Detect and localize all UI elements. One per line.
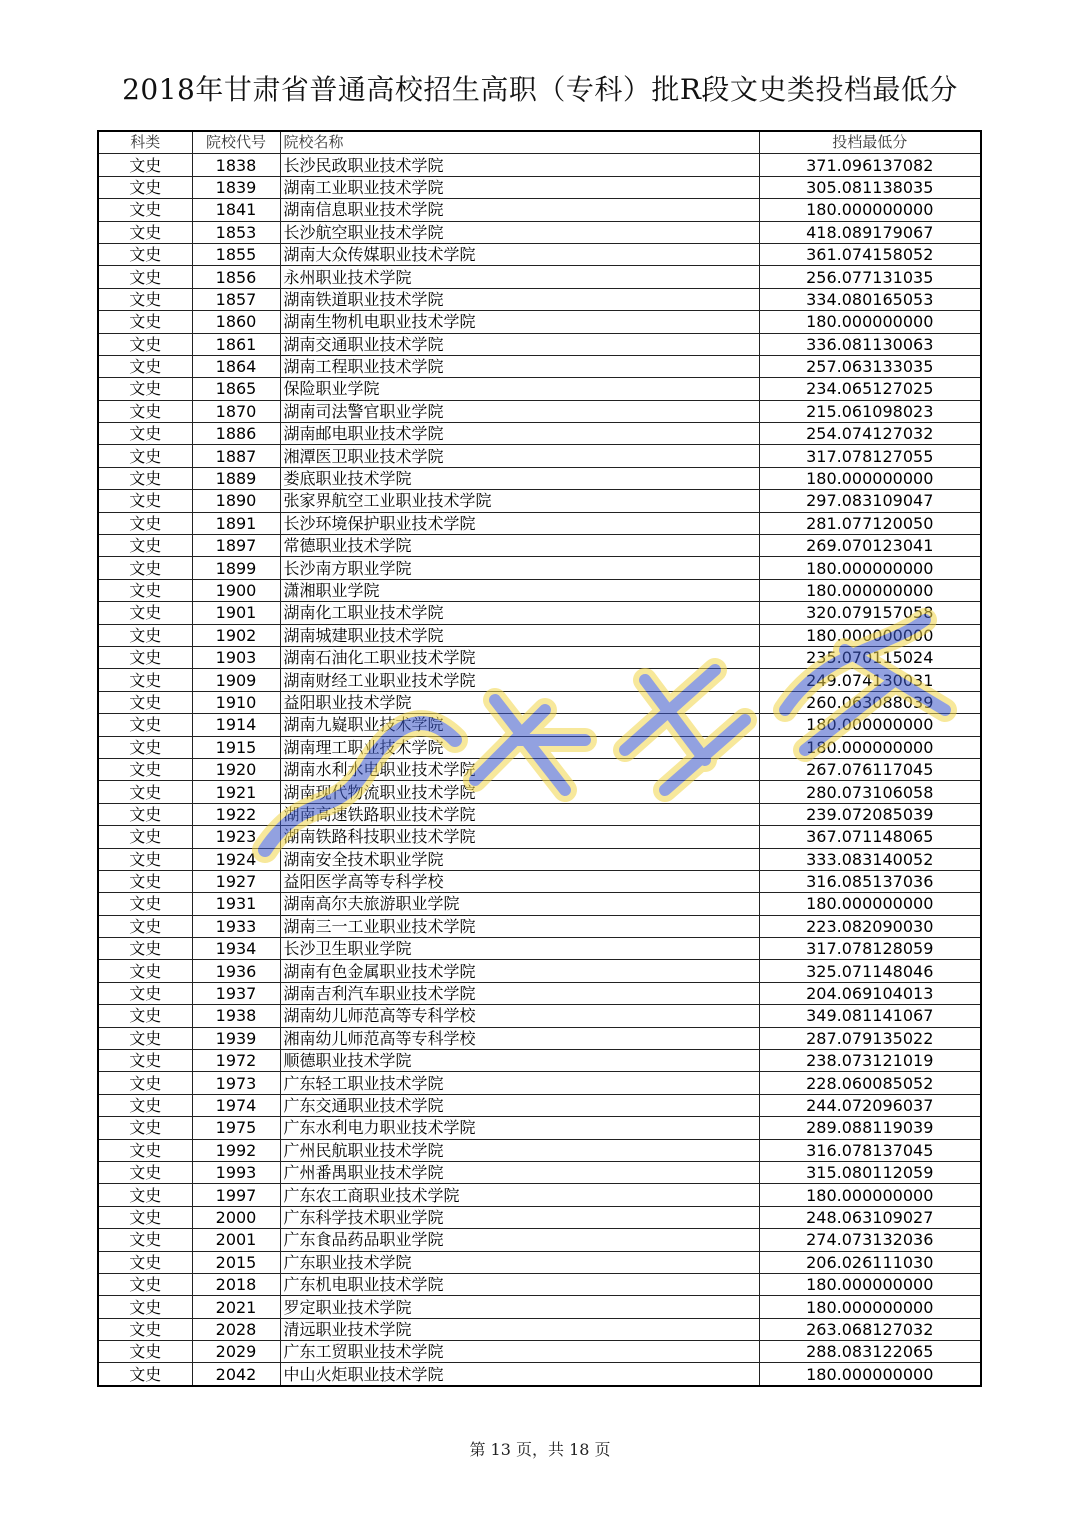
cell-category: 文史 xyxy=(98,915,192,937)
cell-min-score: 297.083109047 xyxy=(759,490,981,512)
cell-school-name: 广东职业技术学院 xyxy=(280,1251,759,1273)
cell-school-code: 1886 xyxy=(192,423,280,445)
cell-category: 文史 xyxy=(98,669,192,691)
table-row xyxy=(98,1094,981,1116)
cell-category: 文史 xyxy=(98,870,192,892)
table-row xyxy=(98,803,981,825)
cell-category: 文史 xyxy=(98,1296,192,1318)
table-row xyxy=(98,602,981,624)
cell-school-code: 1853 xyxy=(192,221,280,243)
cell-school-name: 益阳职业技术学院 xyxy=(280,691,759,713)
header-min-score: 投档最低分 xyxy=(759,131,981,154)
header-category: 科类 xyxy=(98,131,192,154)
cell-school-name: 张家界航空工业职业技术学院 xyxy=(280,490,759,512)
cell-school-code: 1934 xyxy=(192,938,280,960)
cell-school-code: 1891 xyxy=(192,512,280,534)
cell-school-name: 中山火炬职业技术学院 xyxy=(280,1363,759,1386)
cell-school-name: 长沙南方职业学院 xyxy=(280,557,759,579)
cell-school-name: 广州番禺职业技术学院 xyxy=(280,1161,759,1183)
cell-category: 文史 xyxy=(98,199,192,221)
cell-school-code: 1897 xyxy=(192,535,280,557)
cell-school-name: 湖南邮电职业技术学院 xyxy=(280,423,759,445)
table-row xyxy=(98,199,981,221)
table-row xyxy=(98,333,981,355)
table-row xyxy=(98,1117,981,1139)
cell-school-code: 1839 xyxy=(192,176,280,198)
cell-school-name: 广东交通职业技术学院 xyxy=(280,1094,759,1116)
cell-category: 文史 xyxy=(98,535,192,557)
cell-school-code: 1939 xyxy=(192,1027,280,1049)
table-row xyxy=(98,288,981,310)
cell-min-score: 206.026111030 xyxy=(759,1251,981,1273)
table-row xyxy=(98,982,981,1004)
cell-school-name: 广东食品药品职业学院 xyxy=(280,1229,759,1251)
cell-school-name: 湖南铁路科技职业技术学院 xyxy=(280,826,759,848)
cell-school-code: 1865 xyxy=(192,378,280,400)
cell-category: 文史 xyxy=(98,982,192,1004)
table-row xyxy=(98,736,981,758)
cell-school-code: 2028 xyxy=(192,1318,280,1340)
table-row xyxy=(98,1139,981,1161)
cell-category: 文史 xyxy=(98,602,192,624)
cell-min-score: 287.079135022 xyxy=(759,1027,981,1049)
cell-category: 文史 xyxy=(98,1072,192,1094)
cell-min-score: 361.074158052 xyxy=(759,243,981,265)
cell-min-score: 316.078137045 xyxy=(759,1139,981,1161)
cell-min-score: 316.085137036 xyxy=(759,870,981,892)
cell-school-name: 清远职业技术学院 xyxy=(280,1318,759,1340)
table-row xyxy=(98,579,981,601)
cell-category: 文史 xyxy=(98,400,192,422)
cell-school-code: 1975 xyxy=(192,1117,280,1139)
cell-school-name: 湖南安全技术职业学院 xyxy=(280,848,759,870)
cell-school-code: 2000 xyxy=(192,1206,280,1228)
cell-category: 文史 xyxy=(98,893,192,915)
cell-school-code: 1870 xyxy=(192,400,280,422)
cell-school-name: 湖南高尔夫旅游职业学院 xyxy=(280,893,759,915)
table-row xyxy=(98,1251,981,1273)
cell-category: 文史 xyxy=(98,557,192,579)
table-row xyxy=(98,467,981,489)
cell-min-score: 305.081138035 xyxy=(759,176,981,198)
cell-min-score: 281.077120050 xyxy=(759,512,981,534)
cell-school-name: 长沙民政职业技术学院 xyxy=(280,154,759,176)
cell-min-score: 239.072085039 xyxy=(759,803,981,825)
table-row xyxy=(98,512,981,534)
cell-min-score: 223.082090030 xyxy=(759,915,981,937)
cell-school-code: 1920 xyxy=(192,758,280,780)
cell-school-code: 1933 xyxy=(192,915,280,937)
cell-school-name: 顺德职业技术学院 xyxy=(280,1050,759,1072)
cell-school-name: 广州民航职业技术学院 xyxy=(280,1139,759,1161)
cell-category: 文史 xyxy=(98,960,192,982)
cell-category: 文史 xyxy=(98,445,192,467)
cell-school-code: 1923 xyxy=(192,826,280,848)
cell-category: 文史 xyxy=(98,1005,192,1027)
cell-min-score: 349.081141067 xyxy=(759,1005,981,1027)
cell-category: 文史 xyxy=(98,1206,192,1228)
table-row xyxy=(98,1229,981,1251)
cell-school-name: 湖南铁道职业技术学院 xyxy=(280,288,759,310)
cell-school-name: 广东水利电力职业技术学院 xyxy=(280,1117,759,1139)
cell-min-score: 336.081130063 xyxy=(759,333,981,355)
table-row xyxy=(98,1318,981,1340)
cell-min-score: 215.061098023 xyxy=(759,400,981,422)
cell-school-name: 保险职业学院 xyxy=(280,378,759,400)
table-row xyxy=(98,355,981,377)
cell-min-score: 180.000000000 xyxy=(759,1273,981,1295)
cell-school-name: 娄底职业技术学院 xyxy=(280,467,759,489)
cell-min-score: 238.073121019 xyxy=(759,1050,981,1072)
cell-school-name: 湖南信息职业技术学院 xyxy=(280,199,759,221)
cell-category: 文史 xyxy=(98,1050,192,1072)
table-row xyxy=(98,1363,981,1386)
cell-min-score: 180.000000000 xyxy=(759,1184,981,1206)
cell-min-score: 180.000000000 xyxy=(759,714,981,736)
cell-category: 文史 xyxy=(98,691,192,713)
cell-category: 文史 xyxy=(98,288,192,310)
cell-school-name: 湖南吉利汽车职业技术学院 xyxy=(280,982,759,1004)
cell-school-name: 湖南高速铁路职业技术学院 xyxy=(280,803,759,825)
cell-school-code: 1921 xyxy=(192,781,280,803)
cell-school-name: 湖南现代物流职业技术学院 xyxy=(280,781,759,803)
cell-category: 文史 xyxy=(98,333,192,355)
cell-min-score: 180.000000000 xyxy=(759,311,981,333)
cell-category: 文史 xyxy=(98,848,192,870)
cell-school-code: 1938 xyxy=(192,1005,280,1027)
cell-school-name: 广东农工商职业技术学院 xyxy=(280,1184,759,1206)
cell-min-score: 180.000000000 xyxy=(759,557,981,579)
cell-school-name: 湖南司法警官职业学院 xyxy=(280,400,759,422)
cell-school-name: 湖南生物机电职业技术学院 xyxy=(280,311,759,333)
cell-school-code: 2015 xyxy=(192,1251,280,1273)
cell-school-name: 罗定职业技术学院 xyxy=(280,1296,759,1318)
table-row xyxy=(98,1072,981,1094)
cell-school-name: 广东科学技术职业学院 xyxy=(280,1206,759,1228)
table-body xyxy=(98,154,981,1386)
cell-min-score: 260.063088039 xyxy=(759,691,981,713)
cell-category: 文史 xyxy=(98,243,192,265)
cell-category: 文史 xyxy=(98,758,192,780)
table-row xyxy=(98,378,981,400)
cell-min-score: 267.076117045 xyxy=(759,758,981,780)
cell-school-code: 1900 xyxy=(192,579,280,601)
cell-min-score: 180.000000000 xyxy=(759,1296,981,1318)
table-row xyxy=(98,400,981,422)
table-row xyxy=(98,535,981,557)
cell-min-score: 320.079157058 xyxy=(759,602,981,624)
cell-school-code: 1889 xyxy=(192,467,280,489)
cell-min-score: 244.072096037 xyxy=(759,1094,981,1116)
cell-category: 文史 xyxy=(98,1363,192,1386)
table-header-row xyxy=(98,131,981,154)
cell-category: 文史 xyxy=(98,803,192,825)
cell-school-code: 2001 xyxy=(192,1229,280,1251)
header-school-code: 院校代号 xyxy=(192,131,280,154)
table-row xyxy=(98,893,981,915)
cell-school-code: 1861 xyxy=(192,333,280,355)
cell-category: 文史 xyxy=(98,1318,192,1340)
cell-school-name: 湖南石油化工职业技术学院 xyxy=(280,646,759,668)
cell-category: 文史 xyxy=(98,266,192,288)
cell-school-name: 广东工贸职业技术学院 xyxy=(280,1341,759,1363)
cell-category: 文史 xyxy=(98,781,192,803)
cell-school-name: 湖南交通职业技术学院 xyxy=(280,333,759,355)
table-row xyxy=(98,311,981,333)
cell-category: 文史 xyxy=(98,579,192,601)
cell-school-name: 湖南大众传媒职业技术学院 xyxy=(280,243,759,265)
cell-min-score: 263.068127032 xyxy=(759,1318,981,1340)
cell-category: 文史 xyxy=(98,1251,192,1273)
cell-min-score: 235.070115024 xyxy=(759,646,981,668)
table-row xyxy=(98,243,981,265)
cell-school-name: 湖南工程职业技术学院 xyxy=(280,355,759,377)
cell-min-score: 315.080112059 xyxy=(759,1161,981,1183)
cell-category: 文史 xyxy=(98,154,192,176)
cell-category: 文史 xyxy=(98,467,192,489)
cell-category: 文史 xyxy=(98,1094,192,1116)
cell-min-score: 333.083140052 xyxy=(759,848,981,870)
cell-school-code: 1972 xyxy=(192,1050,280,1072)
cell-school-code: 1856 xyxy=(192,266,280,288)
cell-school-code: 1901 xyxy=(192,602,280,624)
cell-min-score: 418.089179067 xyxy=(759,221,981,243)
cell-school-name: 潇湘职业学院 xyxy=(280,579,759,601)
cell-category: 文史 xyxy=(98,311,192,333)
cell-category: 文史 xyxy=(98,714,192,736)
table-row xyxy=(98,826,981,848)
table-row xyxy=(98,154,981,176)
cell-school-name: 湘南幼儿师范高等专科学校 xyxy=(280,1027,759,1049)
cell-category: 文史 xyxy=(98,1229,192,1251)
cell-school-name: 湖南有色金属职业技术学院 xyxy=(280,960,759,982)
table-row xyxy=(98,1296,981,1318)
cell-category: 文史 xyxy=(98,826,192,848)
cell-min-score: 317.078127055 xyxy=(759,445,981,467)
cell-category: 文史 xyxy=(98,221,192,243)
cell-school-name: 湖南财经工业职业技术学院 xyxy=(280,669,759,691)
cell-min-score: 367.071148065 xyxy=(759,826,981,848)
cell-school-name: 长沙卫生职业学院 xyxy=(280,938,759,960)
cell-school-name: 广东轻工职业技术学院 xyxy=(280,1072,759,1094)
cell-school-name: 湖南三一工业职业技术学院 xyxy=(280,915,759,937)
cell-school-code: 1997 xyxy=(192,1184,280,1206)
table-row xyxy=(98,1027,981,1049)
cell-category: 文史 xyxy=(98,938,192,960)
cell-min-score: 269.070123041 xyxy=(759,535,981,557)
cell-school-name: 广东机电职业技术学院 xyxy=(280,1273,759,1295)
cell-school-name: 长沙航空职业技术学院 xyxy=(280,221,759,243)
cell-category: 文史 xyxy=(98,1027,192,1049)
cell-school-code: 1924 xyxy=(192,848,280,870)
table-row xyxy=(98,1273,981,1295)
table-row xyxy=(98,624,981,646)
table-row xyxy=(98,848,981,870)
table-row xyxy=(98,1050,981,1072)
cell-school-code: 1914 xyxy=(192,714,280,736)
cell-category: 文史 xyxy=(98,355,192,377)
cell-school-code: 1936 xyxy=(192,960,280,982)
cell-min-score: 288.083122065 xyxy=(759,1341,981,1363)
cell-school-code: 1910 xyxy=(192,691,280,713)
cell-school-code: 2021 xyxy=(192,1296,280,1318)
table-row xyxy=(98,781,981,803)
table-row xyxy=(98,557,981,579)
cell-school-name: 湖南工业职业技术学院 xyxy=(280,176,759,198)
cell-min-score: 180.000000000 xyxy=(759,893,981,915)
cell-school-code: 1860 xyxy=(192,311,280,333)
cell-school-code: 2018 xyxy=(192,1273,280,1295)
cell-category: 文史 xyxy=(98,624,192,646)
cell-school-code: 1838 xyxy=(192,154,280,176)
cell-school-code: 1887 xyxy=(192,445,280,467)
table-row xyxy=(98,266,981,288)
table-row xyxy=(98,758,981,780)
cell-min-score: 248.063109027 xyxy=(759,1206,981,1228)
cell-category: 文史 xyxy=(98,378,192,400)
cell-min-score: 256.077131035 xyxy=(759,266,981,288)
table-row xyxy=(98,870,981,892)
cell-category: 文史 xyxy=(98,1184,192,1206)
cell-category: 文史 xyxy=(98,646,192,668)
table-row xyxy=(98,960,981,982)
cell-min-score: 180.000000000 xyxy=(759,467,981,489)
cell-school-name: 长沙环境保护职业技术学院 xyxy=(280,512,759,534)
cell-min-score: 234.065127025 xyxy=(759,378,981,400)
cell-school-name: 湖南理工职业技术学院 xyxy=(280,736,759,758)
cell-school-code: 1909 xyxy=(192,669,280,691)
cell-min-score: 204.069104013 xyxy=(759,982,981,1004)
cell-min-score: 180.000000000 xyxy=(759,624,981,646)
cell-school-name: 湖南九嶷职业技术学院 xyxy=(280,714,759,736)
table-row xyxy=(98,1161,981,1183)
cell-school-name: 湖南化工职业技术学院 xyxy=(280,602,759,624)
cell-min-score: 228.060085052 xyxy=(759,1072,981,1094)
cell-min-score: 289.088119039 xyxy=(759,1117,981,1139)
cell-min-score: 325.071148046 xyxy=(759,960,981,982)
cell-school-name: 永州职业技术学院 xyxy=(280,266,759,288)
cell-school-code: 1922 xyxy=(192,803,280,825)
cell-min-score: 274.073132036 xyxy=(759,1229,981,1251)
cell-school-code: 1903 xyxy=(192,646,280,668)
cell-school-code: 1974 xyxy=(192,1094,280,1116)
cell-min-score: 180.000000000 xyxy=(759,199,981,221)
cell-school-name: 湖南水利水电职业技术学院 xyxy=(280,758,759,780)
cell-school-code: 1855 xyxy=(192,243,280,265)
table-row xyxy=(98,1005,981,1027)
table-row xyxy=(98,221,981,243)
cell-school-code: 1890 xyxy=(192,490,280,512)
cell-min-score: 180.000000000 xyxy=(759,579,981,601)
cell-school-code: 1993 xyxy=(192,1161,280,1183)
cell-school-code: 1915 xyxy=(192,736,280,758)
cell-school-name: 湖南城建职业技术学院 xyxy=(280,624,759,646)
table-row xyxy=(98,1184,981,1206)
cell-school-code: 1841 xyxy=(192,199,280,221)
cell-min-score: 249.074130031 xyxy=(759,669,981,691)
cell-min-score: 254.074127032 xyxy=(759,423,981,445)
table-row xyxy=(98,1206,981,1228)
cell-category: 文史 xyxy=(98,490,192,512)
table-row xyxy=(98,490,981,512)
table-row xyxy=(98,646,981,668)
cell-min-score: 334.080165053 xyxy=(759,288,981,310)
cell-category: 文史 xyxy=(98,1161,192,1183)
cell-category: 文史 xyxy=(98,1139,192,1161)
cell-category: 文史 xyxy=(98,176,192,198)
score-table xyxy=(97,130,982,1387)
cell-min-score: 180.000000000 xyxy=(759,1363,981,1386)
cell-school-code: 1931 xyxy=(192,893,280,915)
table-row xyxy=(98,714,981,736)
cell-min-score: 257.063133035 xyxy=(759,355,981,377)
cell-school-code: 1937 xyxy=(192,982,280,1004)
table-row xyxy=(98,669,981,691)
cell-school-name: 湘潭医卫职业技术学院 xyxy=(280,445,759,467)
cell-school-code: 1857 xyxy=(192,288,280,310)
cell-school-code: 1992 xyxy=(192,1139,280,1161)
cell-school-code: 1902 xyxy=(192,624,280,646)
table-row xyxy=(98,176,981,198)
table-row xyxy=(98,691,981,713)
table-row xyxy=(98,938,981,960)
cell-school-code: 1973 xyxy=(192,1072,280,1094)
cell-school-name: 常德职业技术学院 xyxy=(280,535,759,557)
page-title: 2018年甘肃省普通高校招生高职（专科）批R段文史类投档最低分 xyxy=(122,73,958,106)
table-row xyxy=(98,423,981,445)
cell-category: 文史 xyxy=(98,736,192,758)
cell-category: 文史 xyxy=(98,1273,192,1295)
header-school-name: 院校名称 xyxy=(280,131,759,154)
cell-school-code: 1899 xyxy=(192,557,280,579)
cell-school-code: 1864 xyxy=(192,355,280,377)
cell-school-name: 益阳医学高等专科学校 xyxy=(280,870,759,892)
cell-category: 文史 xyxy=(98,423,192,445)
table-row xyxy=(98,1341,981,1363)
cell-min-score: 280.073106058 xyxy=(759,781,981,803)
cell-min-score: 317.078128059 xyxy=(759,938,981,960)
cell-category: 文史 xyxy=(98,512,192,534)
cell-category: 文史 xyxy=(98,1341,192,1363)
cell-school-name: 湖南幼儿师范高等专科学校 xyxy=(280,1005,759,1027)
table-row xyxy=(98,915,981,937)
cell-school-code: 1927 xyxy=(192,870,280,892)
cell-min-score: 371.096137082 xyxy=(759,154,981,176)
cell-school-code: 2042 xyxy=(192,1363,280,1386)
cell-min-score: 180.000000000 xyxy=(759,736,981,758)
page-footer: 第 13 页，共 18 页 xyxy=(469,1440,611,1459)
cell-category: 文史 xyxy=(98,1117,192,1139)
table-row xyxy=(98,445,981,467)
cell-school-code: 2029 xyxy=(192,1341,280,1363)
